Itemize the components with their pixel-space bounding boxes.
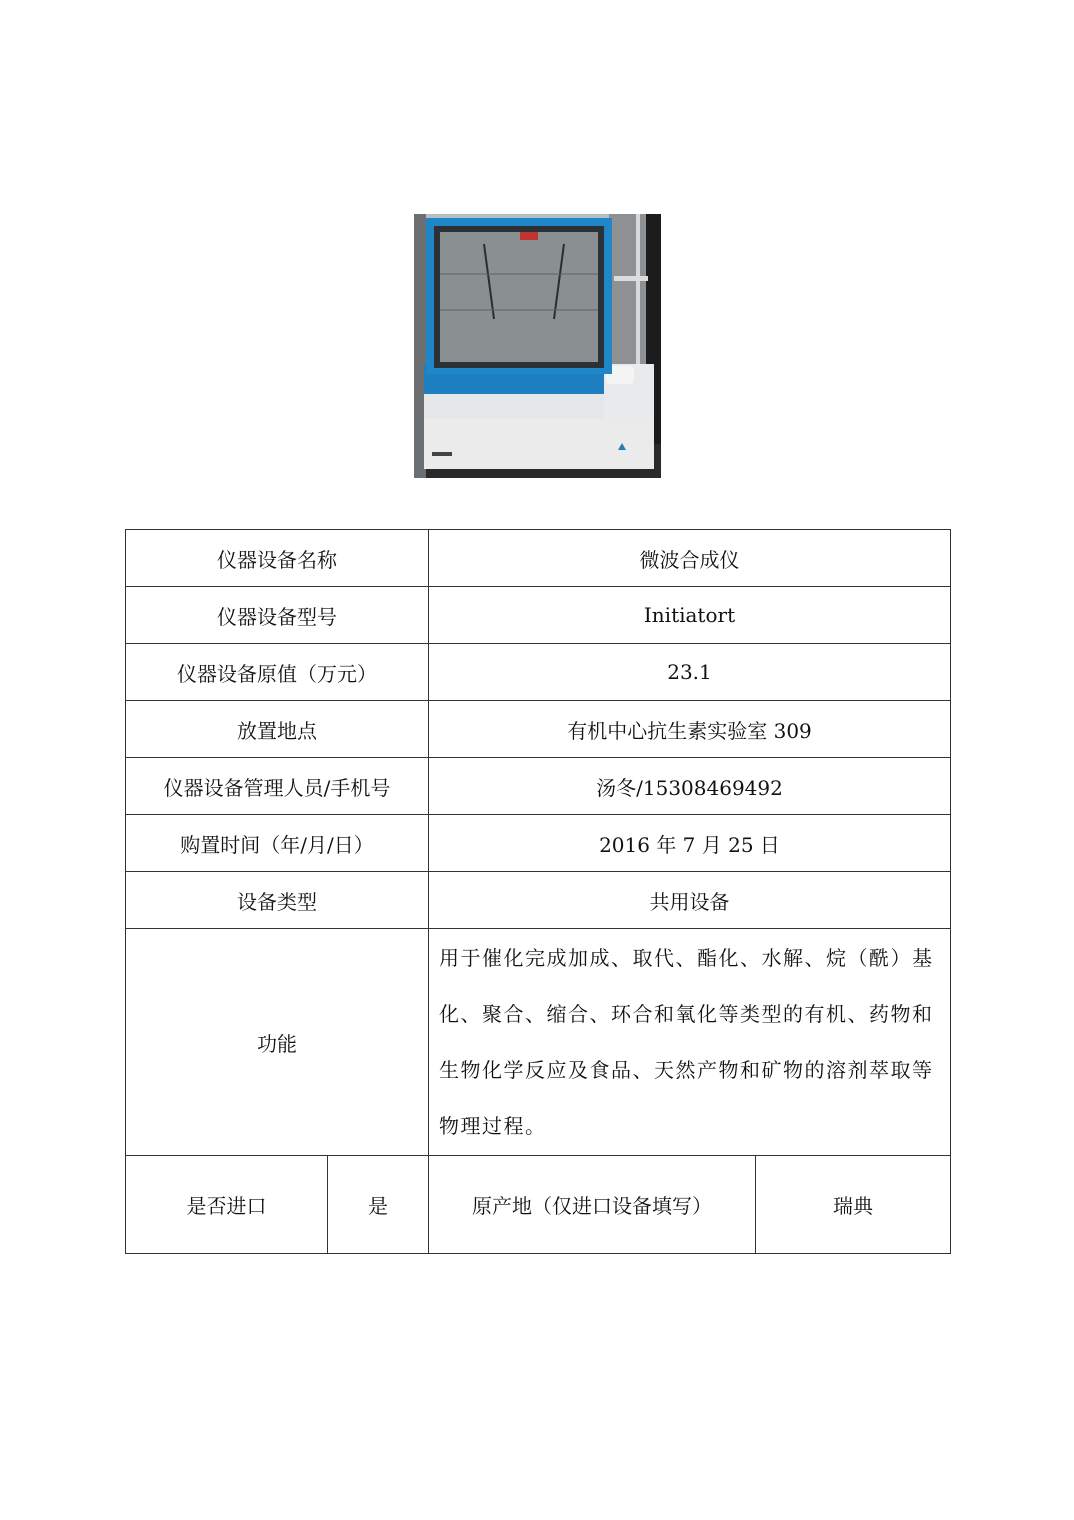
field-value-origin: 瑞典 (756, 1156, 951, 1254)
instrument-photo (414, 214, 661, 478)
field-value-purchase-date: 2016 年 7 月 25 日 (429, 815, 951, 872)
field-label-type: 设备类型 (126, 872, 429, 929)
field-label-model: 仪器设备型号 (126, 587, 429, 644)
table-row (126, 872, 951, 929)
table-row (126, 929, 951, 1156)
field-value-manager: 汤冬/15308469492 (429, 758, 951, 815)
field-value-name: 微波合成仪 (429, 530, 951, 587)
table-row (126, 1156, 951, 1254)
field-value-price: 23.1 (429, 644, 951, 701)
field-label-price: 仪器设备原值（万元） (126, 644, 429, 701)
field-label-purchase-date: 购置时间（年/月/日） (126, 815, 429, 872)
field-value-function (429, 929, 951, 1156)
table-row (126, 587, 951, 644)
field-label-function: 功能 (126, 929, 429, 1156)
field-label-manager: 仪器设备管理人员/手机号 (126, 758, 429, 815)
function-line: 生物化学反应及食品、天然产物和矿物的溶剂萃取等 (439, 1058, 934, 1082)
field-label-origin: 原产地（仅进口设备填写） (429, 1156, 756, 1254)
table-row (126, 701, 951, 758)
field-label-imported: 是否进口 (126, 1156, 328, 1254)
field-value-model: Initiatort (429, 587, 951, 644)
field-value-imported: 是 (328, 1156, 429, 1254)
table-row (126, 644, 951, 701)
function-line: 物理过程。 (439, 1114, 547, 1138)
function-line: 用于催化完成加成、取代、酯化、水解、烷（酰）基 (439, 946, 934, 970)
table-row (126, 530, 951, 587)
field-label-location: 放置地点 (126, 701, 429, 758)
table-row (126, 758, 951, 815)
equipment-info-table (125, 529, 951, 1254)
table-row (126, 815, 951, 872)
field-label-name: 仪器设备名称 (126, 530, 429, 587)
field-value-type: 共用设备 (429, 872, 951, 929)
function-line: 化、聚合、缩合、环合和氧化等类型的有机、药物和 (439, 1002, 934, 1026)
field-value-location: 有机中心抗生素实验室 309 (429, 701, 951, 758)
